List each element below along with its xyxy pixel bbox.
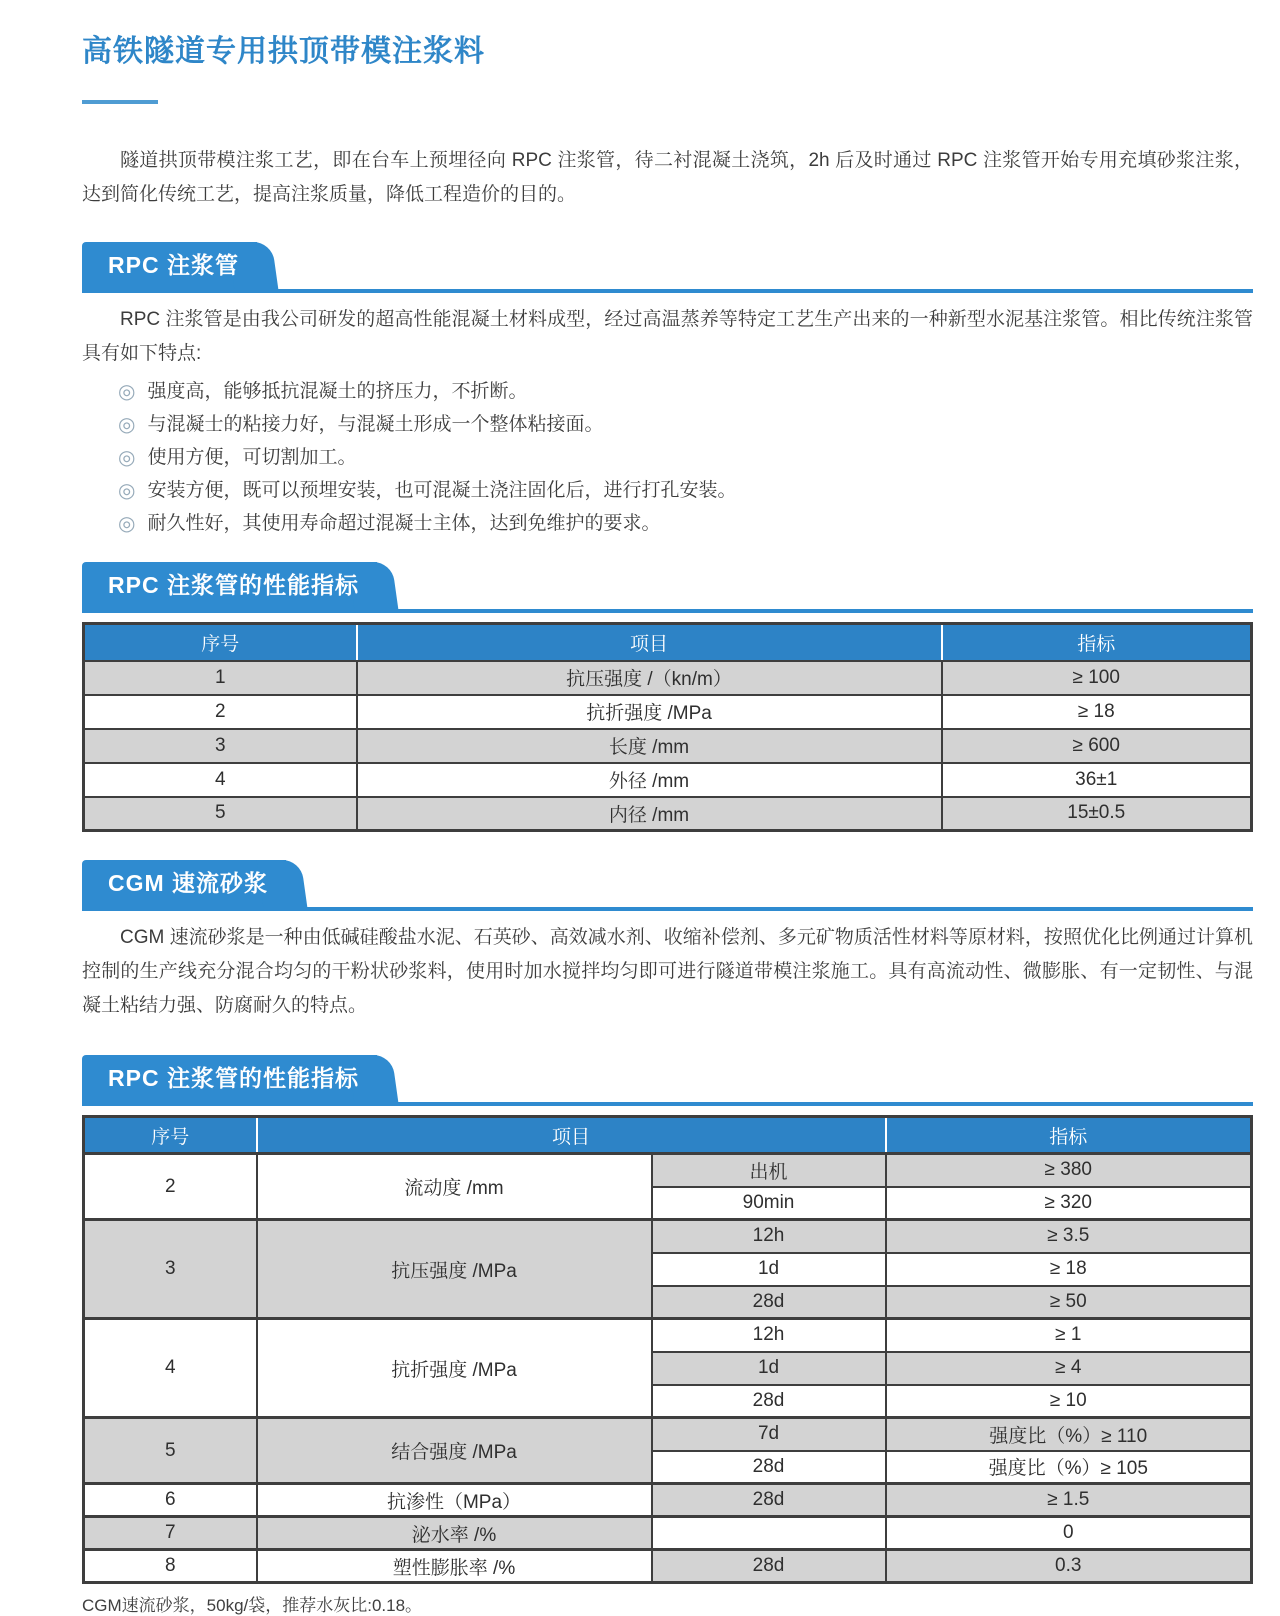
banner-rule bbox=[82, 907, 1253, 911]
table-row bbox=[84, 1484, 1252, 1517]
banner-rule bbox=[82, 1102, 1253, 1106]
table-cell: 长度 /mm bbox=[357, 729, 942, 763]
double-circle-bullet-icon: ◎ bbox=[118, 381, 136, 403]
feature-text: 与混凝士的粘接力好，与混凝土形成一个整体粘接面。 bbox=[147, 414, 604, 435]
cgm-description: CGM 速流砂浆是一种由低碱硅酸盐水泥、石英砂、高效减水剂、收缩补偿剂、多元矿物质活性材料等原材料，按照优化比例通过计算机控制的生产线充分混合均匀的干粉状砂浆料，使用时加水搅拌均匀即可进行隧道带模注浆施工。具有高流动性、微膨胀、有一定韧性、与混凝土粘结力强、防腐耐久的特点。 bbox=[82, 927, 1253, 1016]
table-cell: 外径 /mm bbox=[357, 763, 942, 797]
page-title: 高铁隧道专用拱顶带模注浆料 bbox=[82, 35, 485, 68]
section-banner-cgm-table bbox=[82, 1055, 1253, 1106]
serial-cell: 3 bbox=[84, 1220, 257, 1319]
condition-cell: 出机 bbox=[652, 1154, 886, 1187]
column-header-serial: 序号 bbox=[84, 624, 357, 661]
section-banner-rpc-pipe bbox=[82, 242, 1253, 293]
condition-cell: 28d bbox=[652, 1286, 886, 1319]
serial-cell: 6 bbox=[84, 1484, 257, 1517]
serial-cell: 7 bbox=[84, 1517, 257, 1550]
feature-item bbox=[118, 479, 1253, 503]
table-row bbox=[84, 1517, 1252, 1550]
condition-cell: 28d bbox=[652, 1385, 886, 1418]
condition-cell: 28d bbox=[652, 1484, 886, 1517]
condition-cell: 28d bbox=[652, 1550, 886, 1583]
value-cell: 强度比（%）≥ 105 bbox=[886, 1451, 1252, 1484]
table-cell: ≥ 100 bbox=[942, 661, 1252, 695]
section-banner-rpc-table bbox=[82, 562, 1253, 613]
column-header-item: 项目 bbox=[257, 1117, 886, 1154]
table-cell: 36±1 bbox=[942, 763, 1252, 797]
value-cell: ≥ 3.5 bbox=[886, 1220, 1252, 1253]
table-row bbox=[84, 1418, 1252, 1451]
serial-cell: 8 bbox=[84, 1550, 257, 1583]
intro-paragraph: 隧道拱顶带模注浆工艺，即在台车上预埋径向 RPC 注浆管，待二衬混凝土浇筑，2h 后及时通过 RPC 注浆管开始专用充填砂浆注浆，达到简化传统工艺，提高注浆质量，降低工程造价的目的。 bbox=[82, 150, 1253, 205]
value-cell: 0.3 bbox=[886, 1550, 1252, 1583]
item-cell: 流动度 /mm bbox=[257, 1154, 652, 1220]
value-cell: ≥ 380 bbox=[886, 1154, 1252, 1187]
condition-cell: 1d bbox=[652, 1253, 886, 1286]
condition-cell: 12h bbox=[652, 1220, 886, 1253]
table-cell: 5 bbox=[84, 797, 357, 831]
column-header-serial: 序号 bbox=[84, 1117, 257, 1154]
item-cell: 结合强度 /MPa bbox=[257, 1418, 652, 1484]
value-cell: ≥ 4 bbox=[886, 1352, 1252, 1385]
table-cell: 抗折强度 /MPa bbox=[357, 695, 942, 729]
item-cell: 抗压强度 /MPa bbox=[257, 1220, 652, 1319]
value-cell: ≥ 10 bbox=[886, 1385, 1252, 1418]
table-cell: 15±0.5 bbox=[942, 797, 1252, 831]
table-cell: ≥ 600 bbox=[942, 729, 1252, 763]
serial-cell: 5 bbox=[84, 1418, 257, 1484]
section-tab-cgm-table: RPC 注浆管的性能指标 bbox=[82, 1055, 377, 1102]
double-circle-bullet-icon: ◎ bbox=[118, 414, 136, 436]
table-row bbox=[84, 1550, 1252, 1583]
condition-cell: 1d bbox=[652, 1352, 886, 1385]
serial-cell: 4 bbox=[84, 1319, 257, 1418]
table-row bbox=[84, 763, 1252, 797]
table-row bbox=[84, 695, 1252, 729]
value-cell: 强度比（%）≥ 110 bbox=[886, 1418, 1252, 1451]
feature-list bbox=[82, 380, 1253, 536]
table-row bbox=[84, 729, 1252, 763]
value-cell: ≥ 18 bbox=[886, 1253, 1252, 1286]
table-cell: 抗压强度 /（kn/m） bbox=[357, 661, 942, 695]
feature-item bbox=[118, 446, 1253, 470]
item-cell: 塑性膨胀率 /% bbox=[257, 1550, 652, 1583]
section-tab-cgm: CGM 速流砂浆 bbox=[82, 860, 286, 907]
banner-rule bbox=[82, 609, 1253, 613]
table-cell: 1 bbox=[84, 661, 357, 695]
table-row bbox=[84, 1319, 1252, 1352]
item-cell: 泌水率 /% bbox=[257, 1517, 652, 1550]
condition-cell: 28d bbox=[652, 1451, 886, 1484]
table-row bbox=[84, 1220, 1252, 1253]
double-circle-bullet-icon: ◎ bbox=[118, 480, 136, 502]
section-banner-cgm bbox=[82, 860, 1253, 911]
banner-rule bbox=[82, 289, 1253, 293]
rpc-pipe-description: RPC 注浆管是由我公司研发的超高性能混凝土材料成型，经过高温蒸养等特定工艺生产出来的一种新型水泥基注浆管。相比传统注浆管具有如下特点: bbox=[82, 309, 1253, 364]
value-cell: ≥ 320 bbox=[886, 1187, 1252, 1220]
feature-text: 强度高，能够抵抗混凝土的挤压力，不折断。 bbox=[147, 381, 528, 402]
section-tab-rpc-pipe: RPC 注浆管 bbox=[82, 242, 257, 289]
value-cell: ≥ 50 bbox=[886, 1286, 1252, 1319]
table-cell: 2 bbox=[84, 695, 357, 729]
feature-text: 耐久性好，其使用寿命超过混凝士主体，达到免维护的要求。 bbox=[147, 513, 661, 534]
table-header-row bbox=[84, 624, 1252, 661]
table-row bbox=[84, 797, 1252, 831]
serial-cell: 2 bbox=[84, 1154, 257, 1220]
table-cell: 3 bbox=[84, 729, 357, 763]
table-cell: 内径 /mm bbox=[357, 797, 942, 831]
condition-cell: 90min bbox=[652, 1187, 886, 1220]
column-header-index: 指标 bbox=[886, 1117, 1252, 1154]
column-header-item: 项目 bbox=[357, 624, 942, 661]
value-cell: ≥ 1 bbox=[886, 1319, 1252, 1352]
item-cell: 抗折强度 /MPa bbox=[257, 1319, 652, 1418]
table-cell: 4 bbox=[84, 763, 357, 797]
footnote: CGM速流砂浆，50kg/袋，推荐水灰比:0.18。 bbox=[82, 1596, 423, 1615]
item-cell: 抗渗性（MPa） bbox=[257, 1484, 652, 1517]
title-underline bbox=[82, 100, 158, 104]
table-row bbox=[84, 661, 1252, 695]
rpc-performance-table bbox=[82, 622, 1253, 832]
feature-item bbox=[118, 512, 1253, 536]
double-circle-bullet-icon: ◎ bbox=[118, 447, 136, 469]
condition-cell: 7d bbox=[652, 1418, 886, 1451]
condition-cell: 12h bbox=[652, 1319, 886, 1352]
table-row bbox=[84, 1154, 1252, 1187]
table-cell: ≥ 18 bbox=[942, 695, 1252, 729]
cgm-performance-table bbox=[82, 1115, 1253, 1584]
section-tab-rpc-table: RPC 注浆管的性能指标 bbox=[82, 562, 377, 609]
column-header-index: 指标 bbox=[942, 624, 1252, 661]
table-header-row bbox=[84, 1117, 1252, 1154]
double-circle-bullet-icon: ◎ bbox=[118, 513, 136, 535]
value-cell: ≥ 1.5 bbox=[886, 1484, 1252, 1517]
feature-item bbox=[118, 380, 1253, 404]
feature-text: 安装方便，既可以预埋安装，也可混凝土浇注固化后，进行打孔安装。 bbox=[147, 480, 737, 501]
feature-item bbox=[118, 413, 1253, 437]
feature-text: 使用方便，可切割加工。 bbox=[147, 447, 357, 468]
condition-cell bbox=[652, 1517, 886, 1550]
value-cell: 0 bbox=[886, 1517, 1252, 1550]
